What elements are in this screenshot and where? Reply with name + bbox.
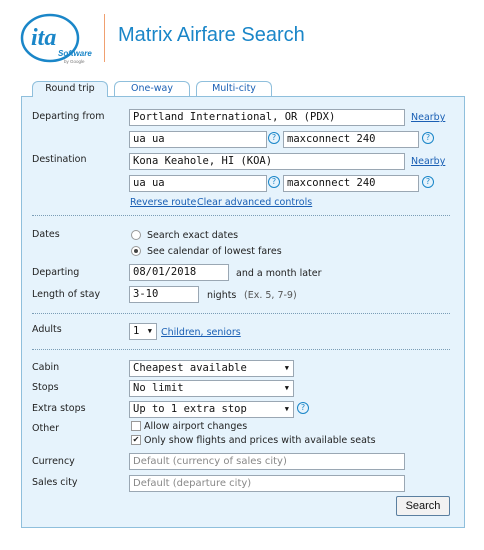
tab-one-way[interactable]: One-way [114, 81, 190, 96]
triangle-down-icon: ▼ [284, 384, 289, 392]
destination-input[interactable]: Kona Keahole, HI (KOA) [129, 153, 405, 170]
departing-date-input[interactable]: 08/01/2018 [129, 264, 229, 281]
only-show-available-label: Only show flights and prices with available seats [144, 435, 376, 446]
section-divider [32, 313, 450, 314]
dates-label: Dates [32, 229, 60, 240]
origin-routing-input[interactable]: ua ua [129, 131, 267, 148]
sales-city-input[interactable]: Default (departure city) [129, 475, 405, 492]
section-divider [32, 349, 450, 350]
reverse-route-link[interactable]: Reverse route [130, 197, 197, 208]
adults-select-value: 1 [133, 325, 140, 337]
stops-select[interactable] [129, 380, 294, 397]
section-divider [32, 215, 450, 216]
origin-nearby-link[interactable]: Nearby [411, 112, 446, 123]
extra-stops-select[interactable] [129, 401, 294, 418]
only-show-available-checkbox[interactable] [131, 435, 141, 445]
tab-multi-city[interactable]: Multi-city [196, 81, 272, 96]
cabin-select-value: Cheapest available [133, 362, 247, 374]
origin-routing-help-icon[interactable]: ? [268, 132, 280, 144]
allow-airport-changes-label: Allow airport changes [144, 421, 248, 432]
allow-airport-changes-checkbox[interactable] [131, 421, 141, 431]
triangle-down-icon: ▼ [284, 364, 289, 372]
search-exact-dates-label: Search exact dates [147, 230, 239, 241]
see-calendar-label: See calendar of lowest fares [147, 246, 282, 257]
triangle-down-icon: ▼ [284, 405, 289, 413]
adults-label: Adults [32, 324, 62, 335]
origin-input[interactable]: Portland International, OR (PDX) [129, 109, 405, 126]
cabin-label: Cabin [32, 362, 60, 373]
dest-extension-input[interactable]: maxconnect 240 [283, 175, 419, 192]
cabin-select[interactable] [129, 360, 294, 377]
svg-text:Software: Software [58, 49, 92, 58]
extra-stops-help-icon[interactable]: ? [297, 402, 309, 414]
other-label: Other [32, 423, 59, 434]
page-title: Matrix Airfare Search [118, 24, 305, 46]
logo-divider [104, 14, 105, 62]
origin-extension-input[interactable]: maxconnect 240 [283, 131, 419, 148]
nights-hint: (Ex. 5, 7-9) [244, 290, 297, 301]
departing-from-label: Departing from [32, 111, 105, 122]
dest-routing-input[interactable]: ua ua [129, 175, 267, 192]
sales-city-label: Sales city [32, 477, 78, 488]
stops-select-value: No limit [133, 382, 184, 394]
svg-text:by Google: by Google [64, 59, 85, 64]
children-seniors-link[interactable]: Children, seniors [161, 327, 241, 338]
departing-label: Departing [32, 267, 80, 278]
adults-select[interactable] [129, 323, 157, 340]
destination-nearby-link[interactable]: Nearby [411, 156, 446, 167]
triangle-down-icon: ▼ [147, 327, 152, 335]
see-calendar-radio[interactable] [131, 246, 141, 256]
origin-extension-help-icon[interactable]: ? [422, 132, 434, 144]
length-of-stay-label: Length of stay [32, 289, 101, 300]
extra-stops-label: Extra stops [32, 403, 86, 414]
tab-round-trip[interactable]: Round trip [32, 81, 108, 97]
svg-text:ita: ita [31, 25, 57, 51]
extra-stops-select-value: Up to 1 extra stop [133, 403, 247, 415]
length-of-stay-input[interactable]: 3-10 [129, 286, 199, 303]
dest-extension-help-icon[interactable]: ? [422, 176, 434, 188]
ita-software-logo [20, 12, 100, 64]
search-button[interactable]: Search [396, 496, 450, 516]
stops-label: Stops [32, 382, 59, 393]
destination-label: Destination [32, 154, 87, 165]
clear-advanced-controls-link[interactable]: Clear advanced controls [197, 197, 313, 208]
dest-routing-help-icon[interactable]: ? [268, 176, 280, 188]
search-exact-dates-radio[interactable] [131, 230, 141, 240]
departing-suffix-text: and a month later [236, 268, 322, 279]
checkmark-icon: ✔ [132, 435, 140, 444]
nights-label: nights [207, 290, 237, 301]
currency-input[interactable]: Default (currency of sales city) [129, 453, 405, 470]
currency-label: Currency [32, 456, 75, 467]
